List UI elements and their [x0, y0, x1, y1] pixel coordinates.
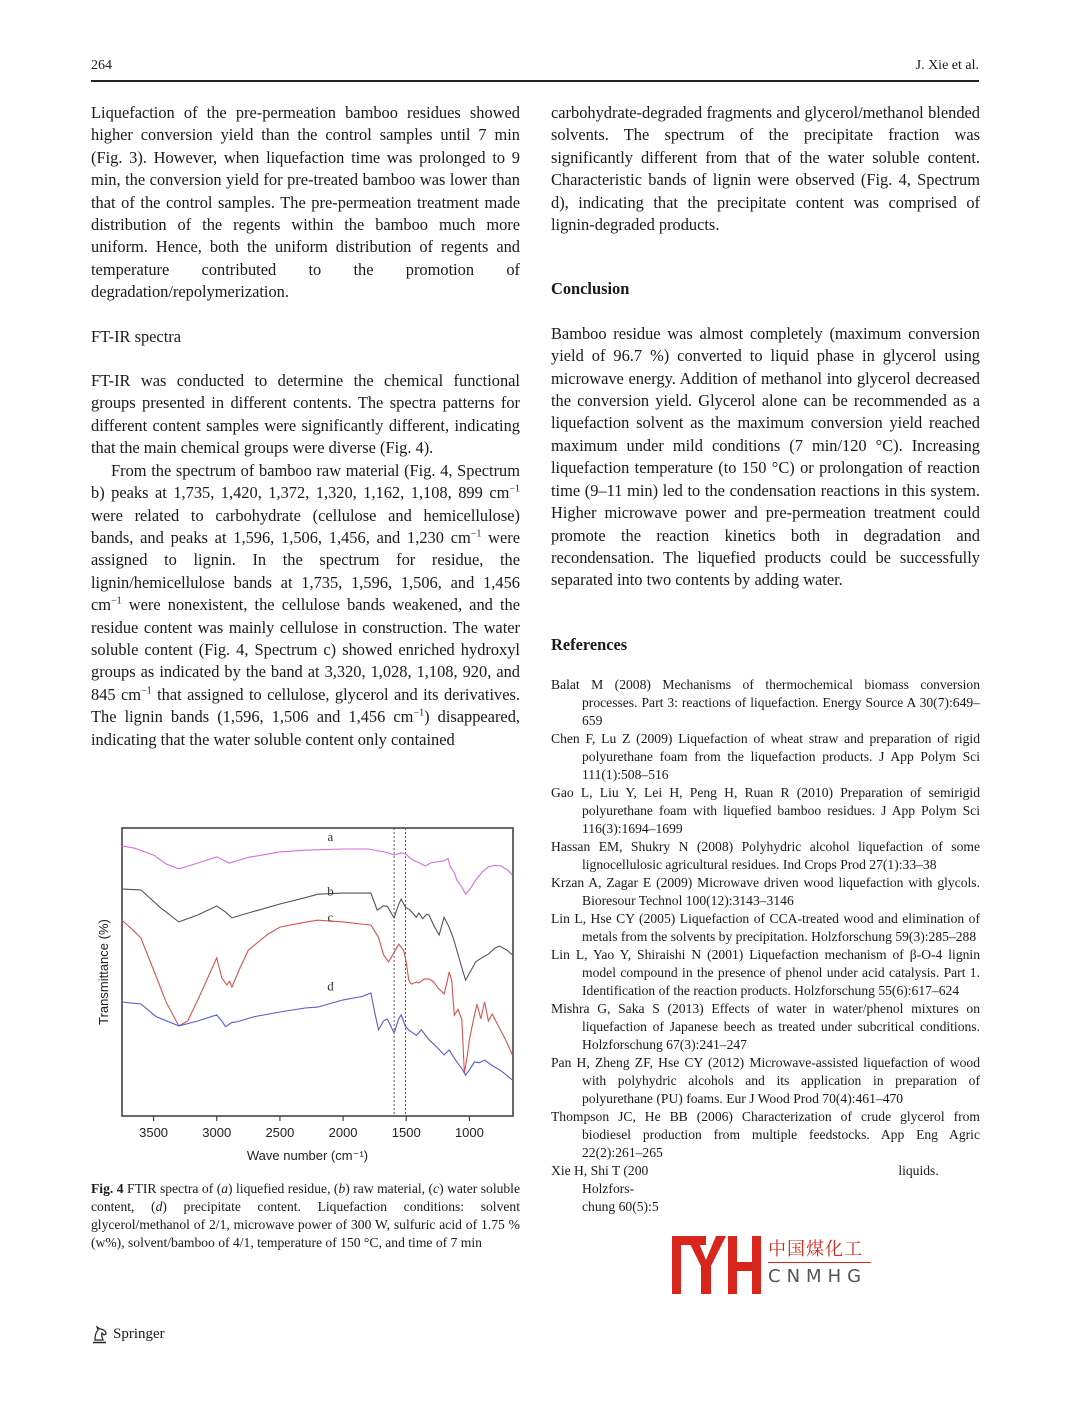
- text-segment: that assigned to cellulose, glycerol and its derivatives. The lignin bands (1,596, 1,506 and 1,456 cm: [91, 684, 520, 727]
- superscript: −1: [141, 685, 152, 697]
- caption-text: ) water soluble content, (: [91, 1181, 520, 1214]
- x-tick-label: 3000: [202, 1125, 232, 1140]
- paragraph-ftir: FT-IR was conducted to determine the chemical functional groups presented in different contents. The spectra patterns for different content samples were significantly different, indicating that the main chemical groups were diverse (Fig. 4).: [91, 371, 520, 458]
- superscript: −1: [470, 528, 482, 540]
- reference-item: Chen F, Lu Z (2009) Liquefaction of wheat straw and preparation of rigid polyurethane foam from the liquefaction products. J App Polym Sci 111(1):508–516: [551, 731, 980, 783]
- series-label-b: b: [327, 883, 334, 899]
- series-line-c: [122, 920, 512, 1073]
- caption-text: ) raw material, (: [345, 1181, 434, 1196]
- text-segment: From the spectrum of bamboo raw material (Fig. 4, Spectrum b) peaks at 1,735, 1,420, 1,372, 1,320, 1,162, 1,108, 899 cm: [91, 460, 520, 503]
- superscript: −1: [111, 595, 122, 607]
- right-column: [551, 102, 980, 1216]
- superscript: −1: [509, 483, 520, 495]
- reference-fragment: Xie H, Shi T (200: [551, 1163, 649, 1179]
- x-axis-label: Wave number (cm⁻¹): [246, 1148, 369, 1163]
- caption-text: ) liquefied residue, (: [228, 1181, 339, 1196]
- publisher-footer: [91, 1324, 165, 1344]
- watermark-divider: [768, 1262, 871, 1263]
- series-label-d: d: [327, 978, 334, 994]
- reference-item: Pan H, Zheng ZF, Hse CY (2012) Microwave-assisted liquefaction of wood with polyhydric alcohols and its application in preparation of polyurethane (PU) foams. Eur J Wood Prod 70(4):461–470: [551, 1055, 980, 1107]
- caption-italic: c: [433, 1181, 440, 1196]
- caption-label: Fig. 4: [91, 1181, 124, 1196]
- superscript: −1: [413, 707, 425, 719]
- conclusion-paragraph: Bamboo residue was almost completely (maximum conversion yield of 96.7 %) converted to liquid phase in glycerol using microwave energy. Addition of methanol into glycerol decreased the conversion yield. Glycerol alone can be recommended as a liquefaction solvent as the maximum conversion yield reached maximum under mild conditions (7 min/120 °C). Increasing liquefaction temperature (to 150 °C) or prolongation of reaction time (9–11 min) led to the condensation reactions in this system. Higher microwave power and pre-permeation treatment could promote the reaction kinetics both in degradation and recondensation. The liquefied products could be successfully separated into two contents by adding water.: [551, 323, 980, 590]
- series-label-a: a: [327, 828, 334, 844]
- reference-item: Krzan A, Zagar E (2009) Microwave driven wood liquefaction with glycols. Bioresour Technol 100(12):3143–3146: [551, 875, 980, 909]
- running-author: J. Xie et al.: [915, 58, 979, 73]
- reference-item: Lin L, Hse CY (2005) Liquefaction of CCA-treated wood and elimination of metals from the solvents by precipitation. Holzforschung 59(3):285–288: [551, 911, 980, 945]
- x-tick-label: 1500: [391, 1125, 421, 1140]
- plot-frame: [122, 828, 513, 1116]
- caption-italic: b: [338, 1181, 346, 1196]
- reference-list: [551, 676, 980, 1216]
- reference-item: Gao L, Liu Y, Lei H, Peng H, Ruan R (2010) Preparation of semirigid polyurethane foam with liquefied bamboo residues. J App Polym Sci 116(3):1694–1699: [551, 785, 980, 837]
- reference-item: Lin L, Yao Y, Shiraishi N (2001) Liquefaction mechanism of β-O-4 lignin model compound in the presence of phenol under acid catalysis. Part 1. Identification of the reaction products. Holzforschung 55(6):617–624: [551, 947, 980, 999]
- y-axis-label: Transmittance (%): [96, 919, 111, 1025]
- x-tick-label: 1000: [454, 1125, 484, 1140]
- paragraph-spectrum: [91, 460, 520, 751]
- reference-item: Balat M (2008) Mechanisms of thermochemical biomass conversion processes. Part 3: reactions of liquefaction. Energy Source A 30(7):649–659: [551, 677, 980, 729]
- series-label-c: c: [327, 909, 334, 925]
- ftir-chart: [91, 820, 531, 1170]
- left-column: [91, 102, 520, 751]
- running-header: [91, 56, 979, 82]
- reference-item: Mishra G, Saka S (2013) Effects of water in water/phenol mixtures on liquefaction of Japanese beech as treated under subcritical conditions. Holzforschung 67(3):241–247: [551, 1001, 980, 1053]
- page-number: 264: [91, 58, 112, 73]
- reference-fragment: chung 60(5):5: [582, 1199, 659, 1215]
- reference-item: Hassan EM, Shukry N (2008) Polyhydric alcohol liquefaction of some lignocellulosic agricultural residues. Ind Crops Prod 27(1):33–38: [551, 839, 980, 873]
- caption-text: ) precipitate content. Liquefaction conditions: solvent glycerol/methanol of 2/1, microwave power of 300 W, sulfuric acid of 1.75 % (w%), solvent/bamboo of 4/1, temperature of 150 °C, and time of 7 min: [91, 1199, 520, 1250]
- caption-italic: a: [221, 1181, 229, 1196]
- text-segment: ) disappeared, indicating that the water soluble content only contained: [91, 707, 520, 749]
- springer-knight-icon: [91, 1324, 109, 1344]
- reference-item: Thompson JC, He BB (2006) Characterization of crude glycerol from biodiesel production from multiple feedstocks. App Eng Agric 22(2):261–265: [551, 1109, 980, 1161]
- watermark: [672, 1232, 912, 1294]
- watermark-latin: CNMHG: [768, 1266, 868, 1287]
- figure-4: [91, 820, 531, 1170]
- x-tick-label: 2000: [328, 1125, 358, 1140]
- text-segment: were related to carbohydrate (cellulose and hemicellulose) bands, and peaks at 1,596, 1,506, 1,456, and 1,230 cm: [91, 505, 520, 547]
- publisher-name: Springer: [113, 1325, 165, 1342]
- paragraph-continue: carbohydrate-degraded fragments and glycerol/methanol blended solvents. The spectrum of the precipitate fraction was significantly different from that of the water soluble content. Characteristic bands of lignin were observed (Fig. 4, Spectrum d), indicating that the precipitate content was comprised of lignin-degraded products.: [551, 103, 980, 235]
- text-segment: were assigned to lignin. In the spectrum for residue, the lignin/hemicellulose bands at 1,735, 1,596, 1,506, and 1,456 cm: [91, 527, 520, 615]
- series-line-b: [122, 889, 512, 980]
- conclusion-heading: Conclusion: [551, 279, 630, 299]
- reference-fragment: liquids. Holzfors-: [582, 1163, 939, 1197]
- caption-text: FTIR spectra of (: [123, 1181, 222, 1196]
- watermark-chinese: 中国煤化工: [768, 1239, 863, 1260]
- paragraph-intro: Liquefaction of the pre-permeation bamboo residues showed higher conversion yield than the control samples until 7 min (Fig. 3). However, when liquefaction time was prolonged to 9 min, the conversion yield for pre-treated bamboo was lower than that of the control samples. The pre-permeation treatment made distribution of the regents within the bamboo much more uniform. Hence, both the uniform distribution of regents and temperature contributed to the promotion of degradation/repolymerization.: [91, 103, 520, 302]
- caption-italic: d: [155, 1199, 163, 1214]
- reference-item-partial: [551, 1162, 980, 1216]
- x-tick-label: 3500: [139, 1125, 169, 1140]
- x-tick-label: 2500: [265, 1125, 295, 1140]
- subheading-ftir: FT-IR spectra: [91, 326, 181, 346]
- cnmhg-logo-icon: [672, 1232, 762, 1294]
- series-line-a: [122, 846, 512, 894]
- text-segment: were nonexistent, the cellulose bands weakened, and the residue content was mainly cellulose in construction. The water soluble content (Fig. 4, Spectrum c) showed enriched hydroxyl groups as indicated by the band at 3,320, 1,028, 1,108, 920, and 845 cm: [91, 595, 520, 704]
- figure-caption: [91, 1180, 520, 1252]
- references-heading: References: [551, 634, 628, 654]
